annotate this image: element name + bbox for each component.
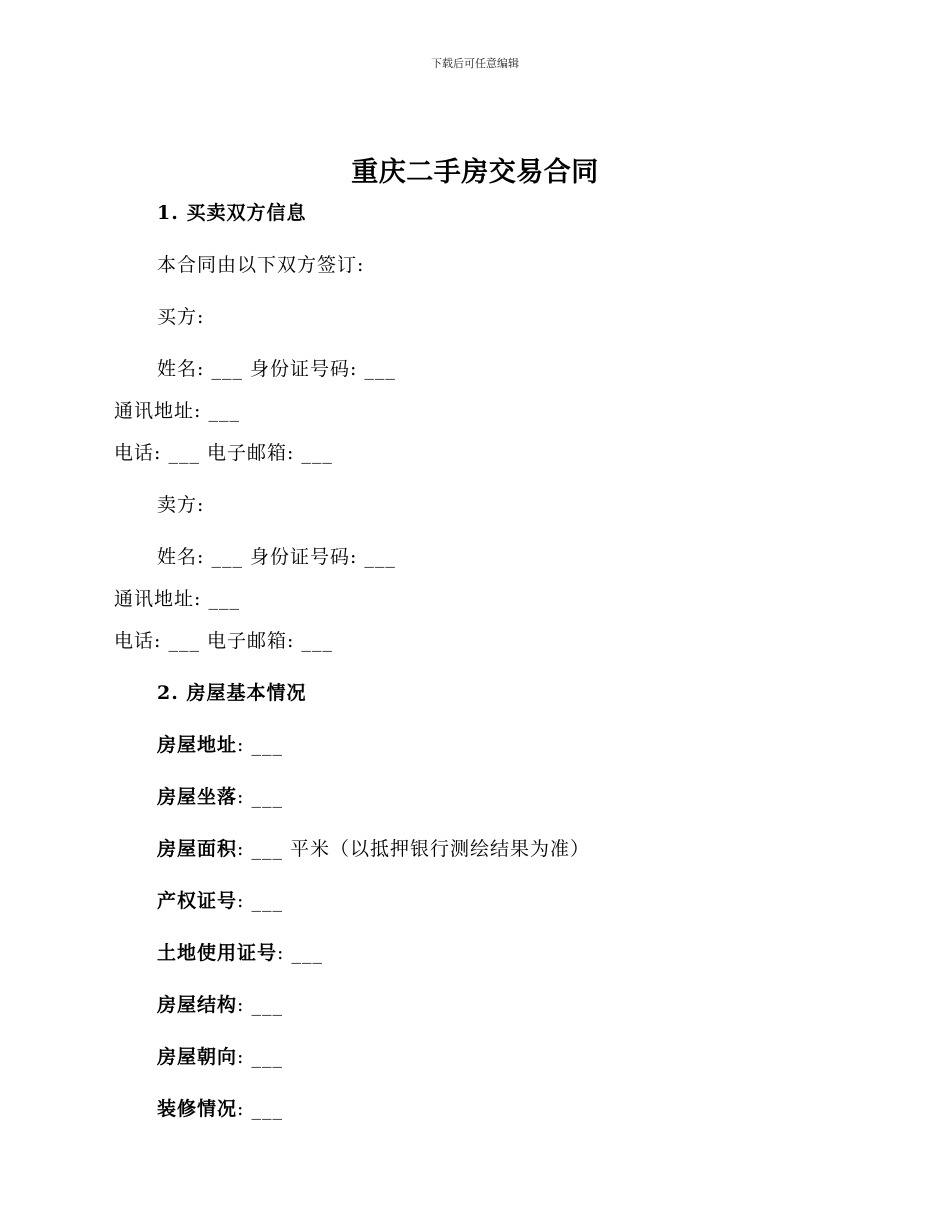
field-label: 房屋地址 bbox=[157, 734, 238, 756]
intro-text: 本合同由以下双方签订: bbox=[157, 254, 365, 276]
field-value: : ___ bbox=[237, 1046, 283, 1068]
field-value: : ___ bbox=[237, 1098, 283, 1120]
buyer-phone-email: 电话: ___ 电子邮箱: ___ bbox=[114, 442, 333, 464]
field-house-orientation bbox=[157, 1042, 283, 1069]
section-2-heading: 2. 房屋基本情况 bbox=[157, 682, 307, 704]
seller-name-id: 姓名: ___ 身份证号码: ___ bbox=[157, 546, 396, 568]
field-house-location bbox=[157, 782, 283, 809]
field-decoration bbox=[157, 1094, 283, 1121]
field-house-structure bbox=[157, 990, 283, 1017]
seller-phone-email: 电话: ___ 电子邮箱: ___ bbox=[114, 630, 333, 652]
field-value: : ___ bbox=[237, 734, 283, 756]
buyer-name-id: 姓名: ___ 身份证号码: ___ bbox=[157, 358, 396, 380]
seller-label: 卖方: bbox=[157, 494, 205, 516]
document-title: 重庆二手房交易合同 bbox=[351, 157, 599, 188]
field-label: 房屋面积 bbox=[157, 838, 238, 860]
section-1-heading: 1. 买卖双方信息 bbox=[157, 202, 307, 224]
field-value: : ___ bbox=[277, 942, 323, 964]
page-header: 下载后可任意编辑 bbox=[431, 57, 519, 70]
field-label: 产权证号 bbox=[157, 890, 238, 912]
field-label: 房屋朝向 bbox=[157, 1046, 238, 1068]
seller-address: 通讯地址: ___ bbox=[114, 588, 240, 610]
field-house-area bbox=[157, 834, 590, 861]
field-property-cert bbox=[157, 886, 283, 913]
field-label: 装修情况 bbox=[157, 1098, 238, 1120]
field-house-address bbox=[157, 730, 283, 757]
field-label: 房屋坐落 bbox=[157, 786, 238, 808]
field-label: 房屋结构 bbox=[157, 994, 238, 1016]
field-value: : ___ bbox=[237, 994, 283, 1016]
field-value: : ___ 平米（以抵押银行测绘结果为准） bbox=[237, 838, 590, 860]
buyer-label: 买方: bbox=[157, 306, 205, 328]
field-label: 土地使用证号 bbox=[157, 942, 278, 964]
field-value: : ___ bbox=[237, 890, 283, 912]
buyer-address: 通讯地址: ___ bbox=[114, 400, 240, 422]
field-land-cert bbox=[157, 938, 323, 965]
field-value: : ___ bbox=[237, 786, 283, 808]
